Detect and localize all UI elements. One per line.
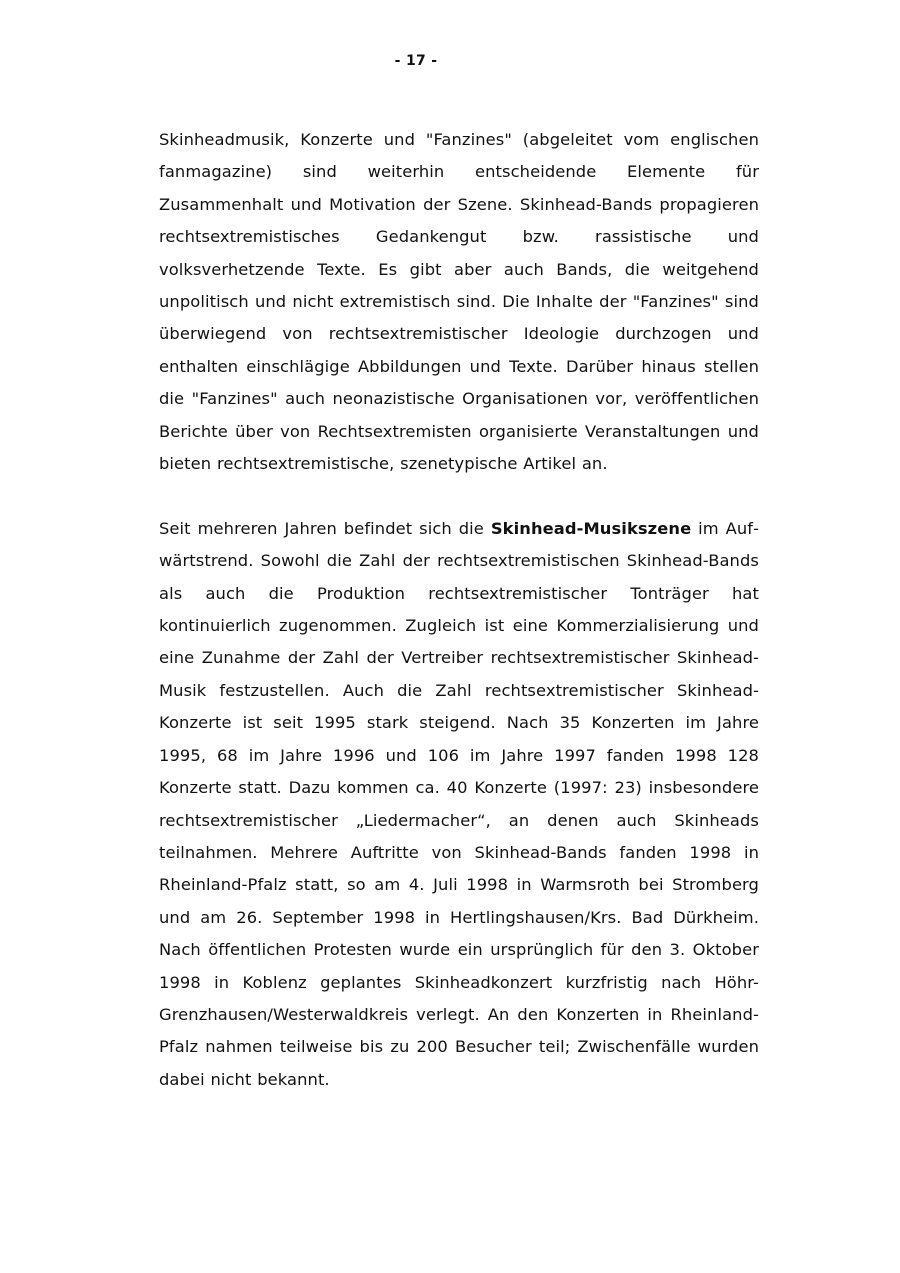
paragraph-text-after: im Aufwärtstrend. Sowohl die Zahl der rechtsextremistischen Skinhead-Bands als auch die Produktion rechtsextremistischer Tonträger hat kontinuierlich zugenommen. Zugleich ist eine Kommerzialisierung und eine Zunahme der Zahl der Vertreiber rechtsextremistischer Skinhead-Musik festzustellen. Auch die Zahl rechtsextremistischer Skinhead-Konzerte ist seit 1995 stark steigend. Nach 35 Konzerten im Jahre 1995, 68 im Jahre 1996 und 106 im Jahre 1997 fanden 1998 128 Konzerte statt. Dazu kommen ca. 40 Konzerte (1997: 23) insbesondere rechtsextremistischer „Liedermacher“, an denen auch Skinheads teilnahmen. Mehrere Auftritte von Skinhead-Bands fanden 1998 in Rheinland-Pfalz statt, so am 4. Juli 1998 in Warmsroth bei Stromberg und am 26. September 1998 in Hertlingshausen/Krs. Bad Dürkheim. Nach öffentlichen Protesten wurde ein ursprünglich für den 3. Oktober 1998 in Koblenz geplantes Skinheadkonzert kurzfristig nach Höhr-Grenzhausen/Westerwaldkreis verlegt. An den Konzerten in Rheinland-Pfalz nahmen teilweise bis zu 200 Besucher teil; Zwischenfälle wurden dabei nicht bekannt.: [159, 518, 760, 1089]
bold-term: Skinhead-Musikszene: [490, 518, 692, 538]
paragraph-skinhead-music: Skinheadmusik, Konzerte und "Fanzines" (abgeleitet vom englischen fanmagazine) sind weiterhin entscheidende Elemente für Zusammenhalt und Motivation der Szene. Skinhead-Bands propagieren rechtsextremistisches Gedankengut bzw. rassistische und volksverhetzende Texte. Es gibt aber auch Bands, die weitgehend unpolitisch und nicht extremistisch sind. Die Inhalte der "Fanzines" sind überwiegend von rechtsextremistischer Ideologie durchzogen und enthalten einschlägige Abbildungen und Texte. Darüber hinaus stellen die "Fanzines" auch neonazistische Organisationen vor, veröffentlichen Berichte über von Rechtsextremisten organisierte Veranstaltungen und bieten rechtsextremistische, szenetypische Artikel an.: [159, 130, 759, 474]
document-body: [159, 124, 759, 1096]
page-number: - 17 -: [394, 53, 438, 69]
paragraph-music-scene: [159, 513, 759, 1096]
paragraph-text-before: Seit mehreren Jahren befindet sich die: [159, 518, 491, 538]
